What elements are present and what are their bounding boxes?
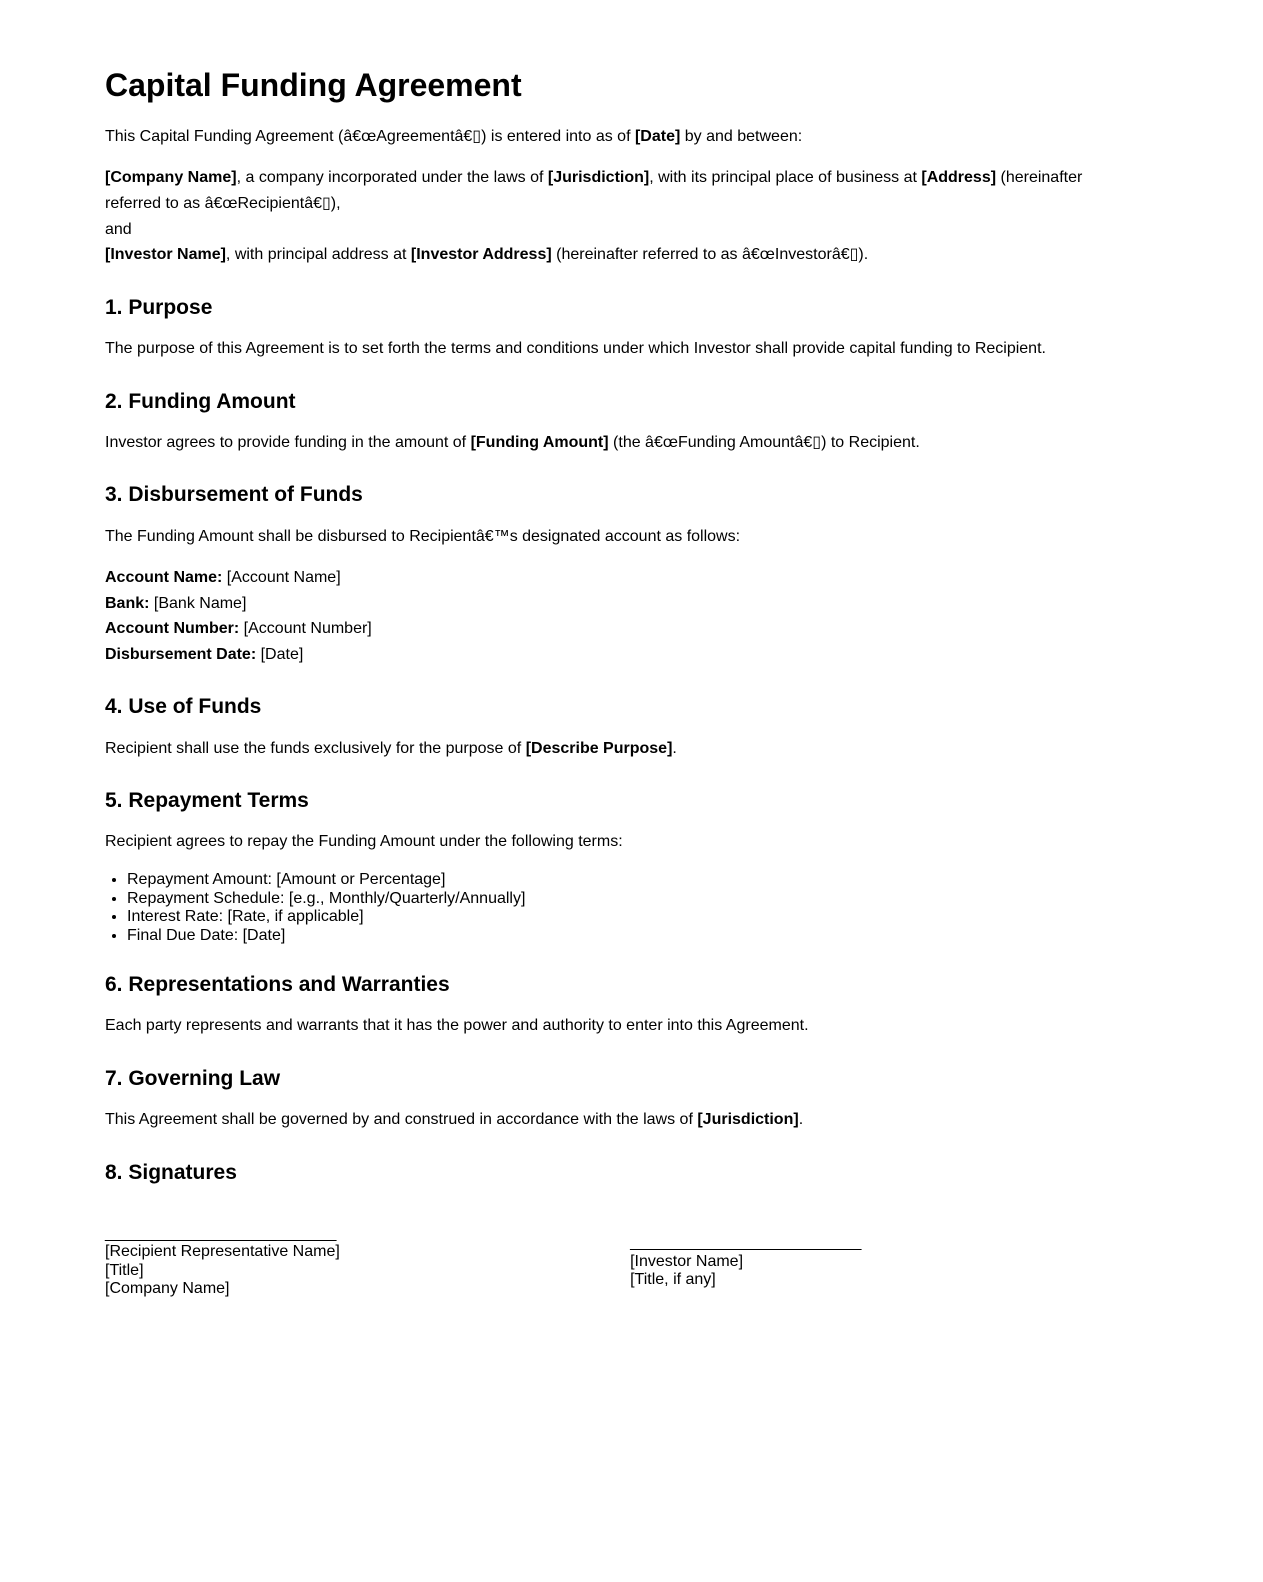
intro-paragraph xyxy=(105,124,1140,150)
section-heading-funding-amount: 2. Funding Amount xyxy=(105,389,296,413)
account-name-label: Account Name: xyxy=(105,569,223,587)
repayment-body: Recipient agrees to repay the Funding Amount under the following terms: xyxy=(105,833,623,851)
document-title: Capital Funding Agreement xyxy=(105,67,522,103)
governing-law-body xyxy=(105,1107,1140,1133)
bank-label: Bank: xyxy=(105,594,150,612)
list-item-final-due-date: • Final Due Date: [Date] xyxy=(127,927,1140,946)
section-heading-repayment: 5. Repayment Terms xyxy=(105,789,309,813)
recipient-signature-block xyxy=(105,1225,615,1299)
investor-name: [Investor Name] xyxy=(630,1252,744,1270)
parties-seg2: , with its principal place of business at xyxy=(649,169,922,187)
funding-body xyxy=(105,430,1140,456)
parties-seg3: (hereinafter referred to as â€œRecipientâ€▯), xyxy=(105,169,1083,212)
account-number-value: [Account Number] xyxy=(239,620,372,638)
account-details-block xyxy=(105,565,1140,667)
address-placeholder: [Address] xyxy=(921,169,997,187)
investor-signature-line: __________________________ xyxy=(630,1234,862,1252)
investor-signature-block xyxy=(615,1225,1140,1299)
intro-text-post: by and between: xyxy=(680,127,803,145)
governing-law-text-pre: This Agreement shall be governed by and construed in accordance with the laws of xyxy=(105,1111,698,1129)
jurisdiction-placeholder: [Jurisdiction] xyxy=(547,169,650,187)
parties-seg1: , a company incorporated under the laws of xyxy=(236,169,548,187)
use-of-funds-text-post: . xyxy=(672,739,677,757)
disbursement-date-label: Disbursement Date: xyxy=(105,645,257,663)
use-of-funds-text-pre: Recipient shall use the funds exclusively for the purpose of xyxy=(105,739,526,757)
investor-title: [Title, if any] xyxy=(630,1271,716,1289)
recipient-title: [Title] xyxy=(105,1261,144,1279)
company-name-placeholder: [Company Name] xyxy=(105,169,237,187)
account-name-value: [Account Name] xyxy=(222,569,341,587)
section-heading-disbursement: 3. Disbursement of Funds xyxy=(105,483,363,507)
list-item-repayment-schedule: • Repayment Schedule: [e.g., Monthly/Quarterly/Annually] xyxy=(127,890,1140,909)
disbursement-date-value: [Date] xyxy=(256,645,304,663)
governing-law-jurisdiction-placeholder: [Jurisdiction] xyxy=(697,1111,799,1129)
section-heading-representations: 6. Representations and Warranties xyxy=(105,973,450,997)
recipient-signature-line: __________________________ xyxy=(105,1224,337,1242)
repayment-terms-list xyxy=(105,871,1140,945)
list-item-repayment-amount: • Repayment Amount: [Amount or Percentage] xyxy=(127,871,1140,890)
describe-purpose-placeholder: [Describe Purpose] xyxy=(525,739,673,757)
investor-address-placeholder: [Investor Address] xyxy=(410,246,552,264)
recipient-company-name: [Company Name] xyxy=(105,1280,230,1298)
list-item-interest-rate: • Interest Rate: [Rate, if applicable] xyxy=(127,908,1140,927)
section-heading-use-of-funds: 4. Use of Funds xyxy=(105,695,262,719)
section-heading-purpose: 1. Purpose xyxy=(105,295,213,319)
purpose-body: The purpose of this Agreement is to set forth the terms and conditions under which Investor shall provide capital funding to Recipient. xyxy=(105,339,1046,357)
governing-law-text-post: . xyxy=(798,1111,804,1129)
date-placeholder: [Date] xyxy=(634,127,681,145)
signature-table xyxy=(105,1225,1140,1299)
representations-body: Each party represents and warrants that it has the power and authority to enter into this Agreement. xyxy=(105,1017,809,1035)
recipient-representative-name: [Recipient Representative Name] xyxy=(105,1243,340,1261)
intro-text-pre: This Capital Funding Agreement (â€œAgreementâ€▯) is entered into as of xyxy=(105,127,635,145)
section-heading-signatures: 8. Signatures xyxy=(105,1160,237,1184)
disbursement-body: The Funding Amount shall be disbursed to Recipientâ€™s designated account as follows: xyxy=(105,527,741,545)
funding-text-post: (the â€œFunding Amountâ€▯) to Recipient. xyxy=(608,433,920,451)
parties-connector: and xyxy=(105,220,132,238)
use-of-funds-body xyxy=(105,736,1140,762)
funding-amount-placeholder: [Funding Amount] xyxy=(470,433,609,451)
account-number-label: Account Number: xyxy=(105,620,240,638)
bank-value: [Bank Name] xyxy=(149,594,247,612)
funding-text-pre: Investor agrees to provide funding in the amount of xyxy=(105,433,471,451)
parties-seg4: , with principal address at xyxy=(225,246,411,264)
section-heading-governing-law: 7. Governing Law xyxy=(105,1066,281,1090)
parties-paragraph xyxy=(105,165,1140,267)
parties-seg5: (hereinafter referred to as â€œInvestorâ€▯). xyxy=(551,246,869,264)
investor-name-placeholder: [Investor Name] xyxy=(105,246,226,264)
